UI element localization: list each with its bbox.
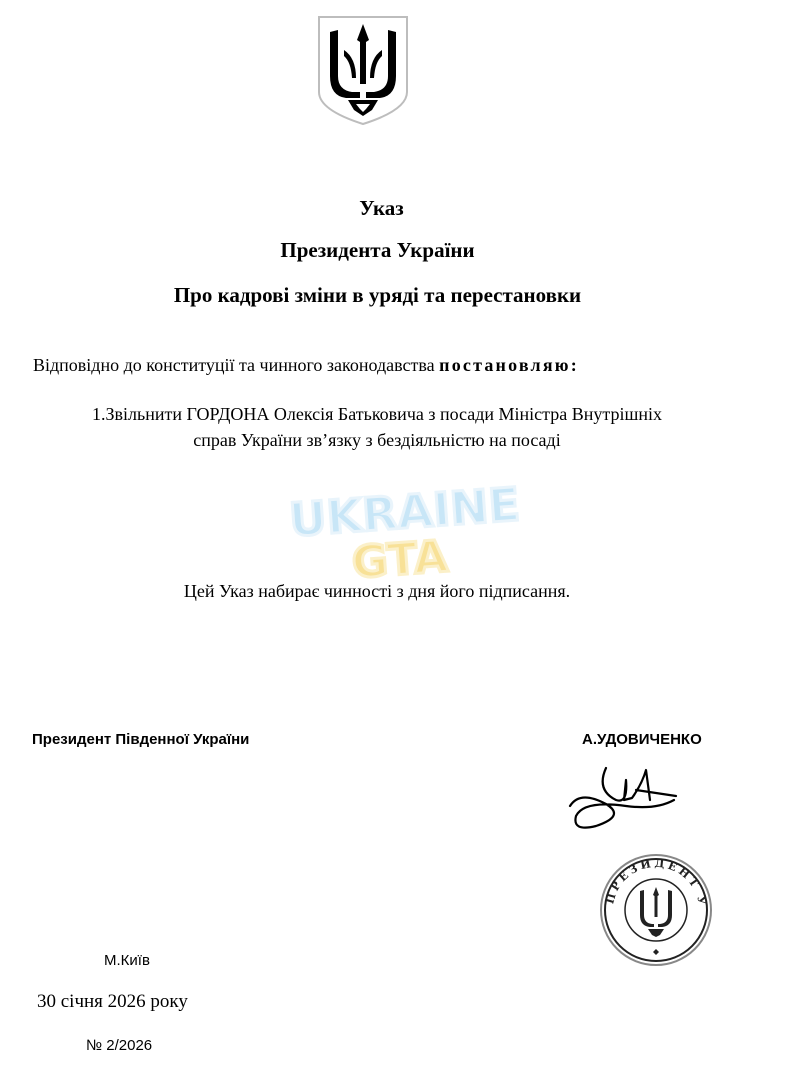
decree-item-line: справ України зв’язку з бездіяльністю на посаді xyxy=(193,430,561,450)
intro-decree-word: постановляю: xyxy=(439,355,579,375)
decree-item-line: 1.Звільнити ГОРДОНА Олексія Батьковича з посади Міністра Внутрішніх xyxy=(92,404,662,424)
presidential-seal-icon xyxy=(598,853,714,967)
signatory-name: А.УДОВИЧЕНКО xyxy=(582,731,702,748)
document-subtitle: Президента України xyxy=(280,238,475,262)
watermark-logo xyxy=(288,478,524,588)
coat-of-arms-icon xyxy=(316,14,410,126)
decree-item xyxy=(0,401,754,453)
effect-statement: Цей Указ набирає чинності з дня його підписання. xyxy=(183,581,571,601)
signatory-title: Президент Південної України xyxy=(32,731,250,748)
document-heading: Про кадрові зміни в уряді та перестановки xyxy=(173,283,582,307)
signature-image xyxy=(566,760,682,834)
intro-paragraph xyxy=(33,355,579,376)
intro-text: Відповідно до конституції та чинного законодавства xyxy=(33,355,440,375)
decree-number: № 2/2026 xyxy=(86,1037,153,1054)
watermark-line-1: UKRAINE xyxy=(288,478,522,548)
decree-date: 30 січня 2026 року xyxy=(37,991,188,1012)
seal-text: ПРЕЗИДЕНТ У xyxy=(603,856,710,909)
watermark-line-2: GTA xyxy=(350,531,450,588)
city-label: М.Київ xyxy=(104,952,150,969)
document-title: Указ xyxy=(359,196,404,220)
